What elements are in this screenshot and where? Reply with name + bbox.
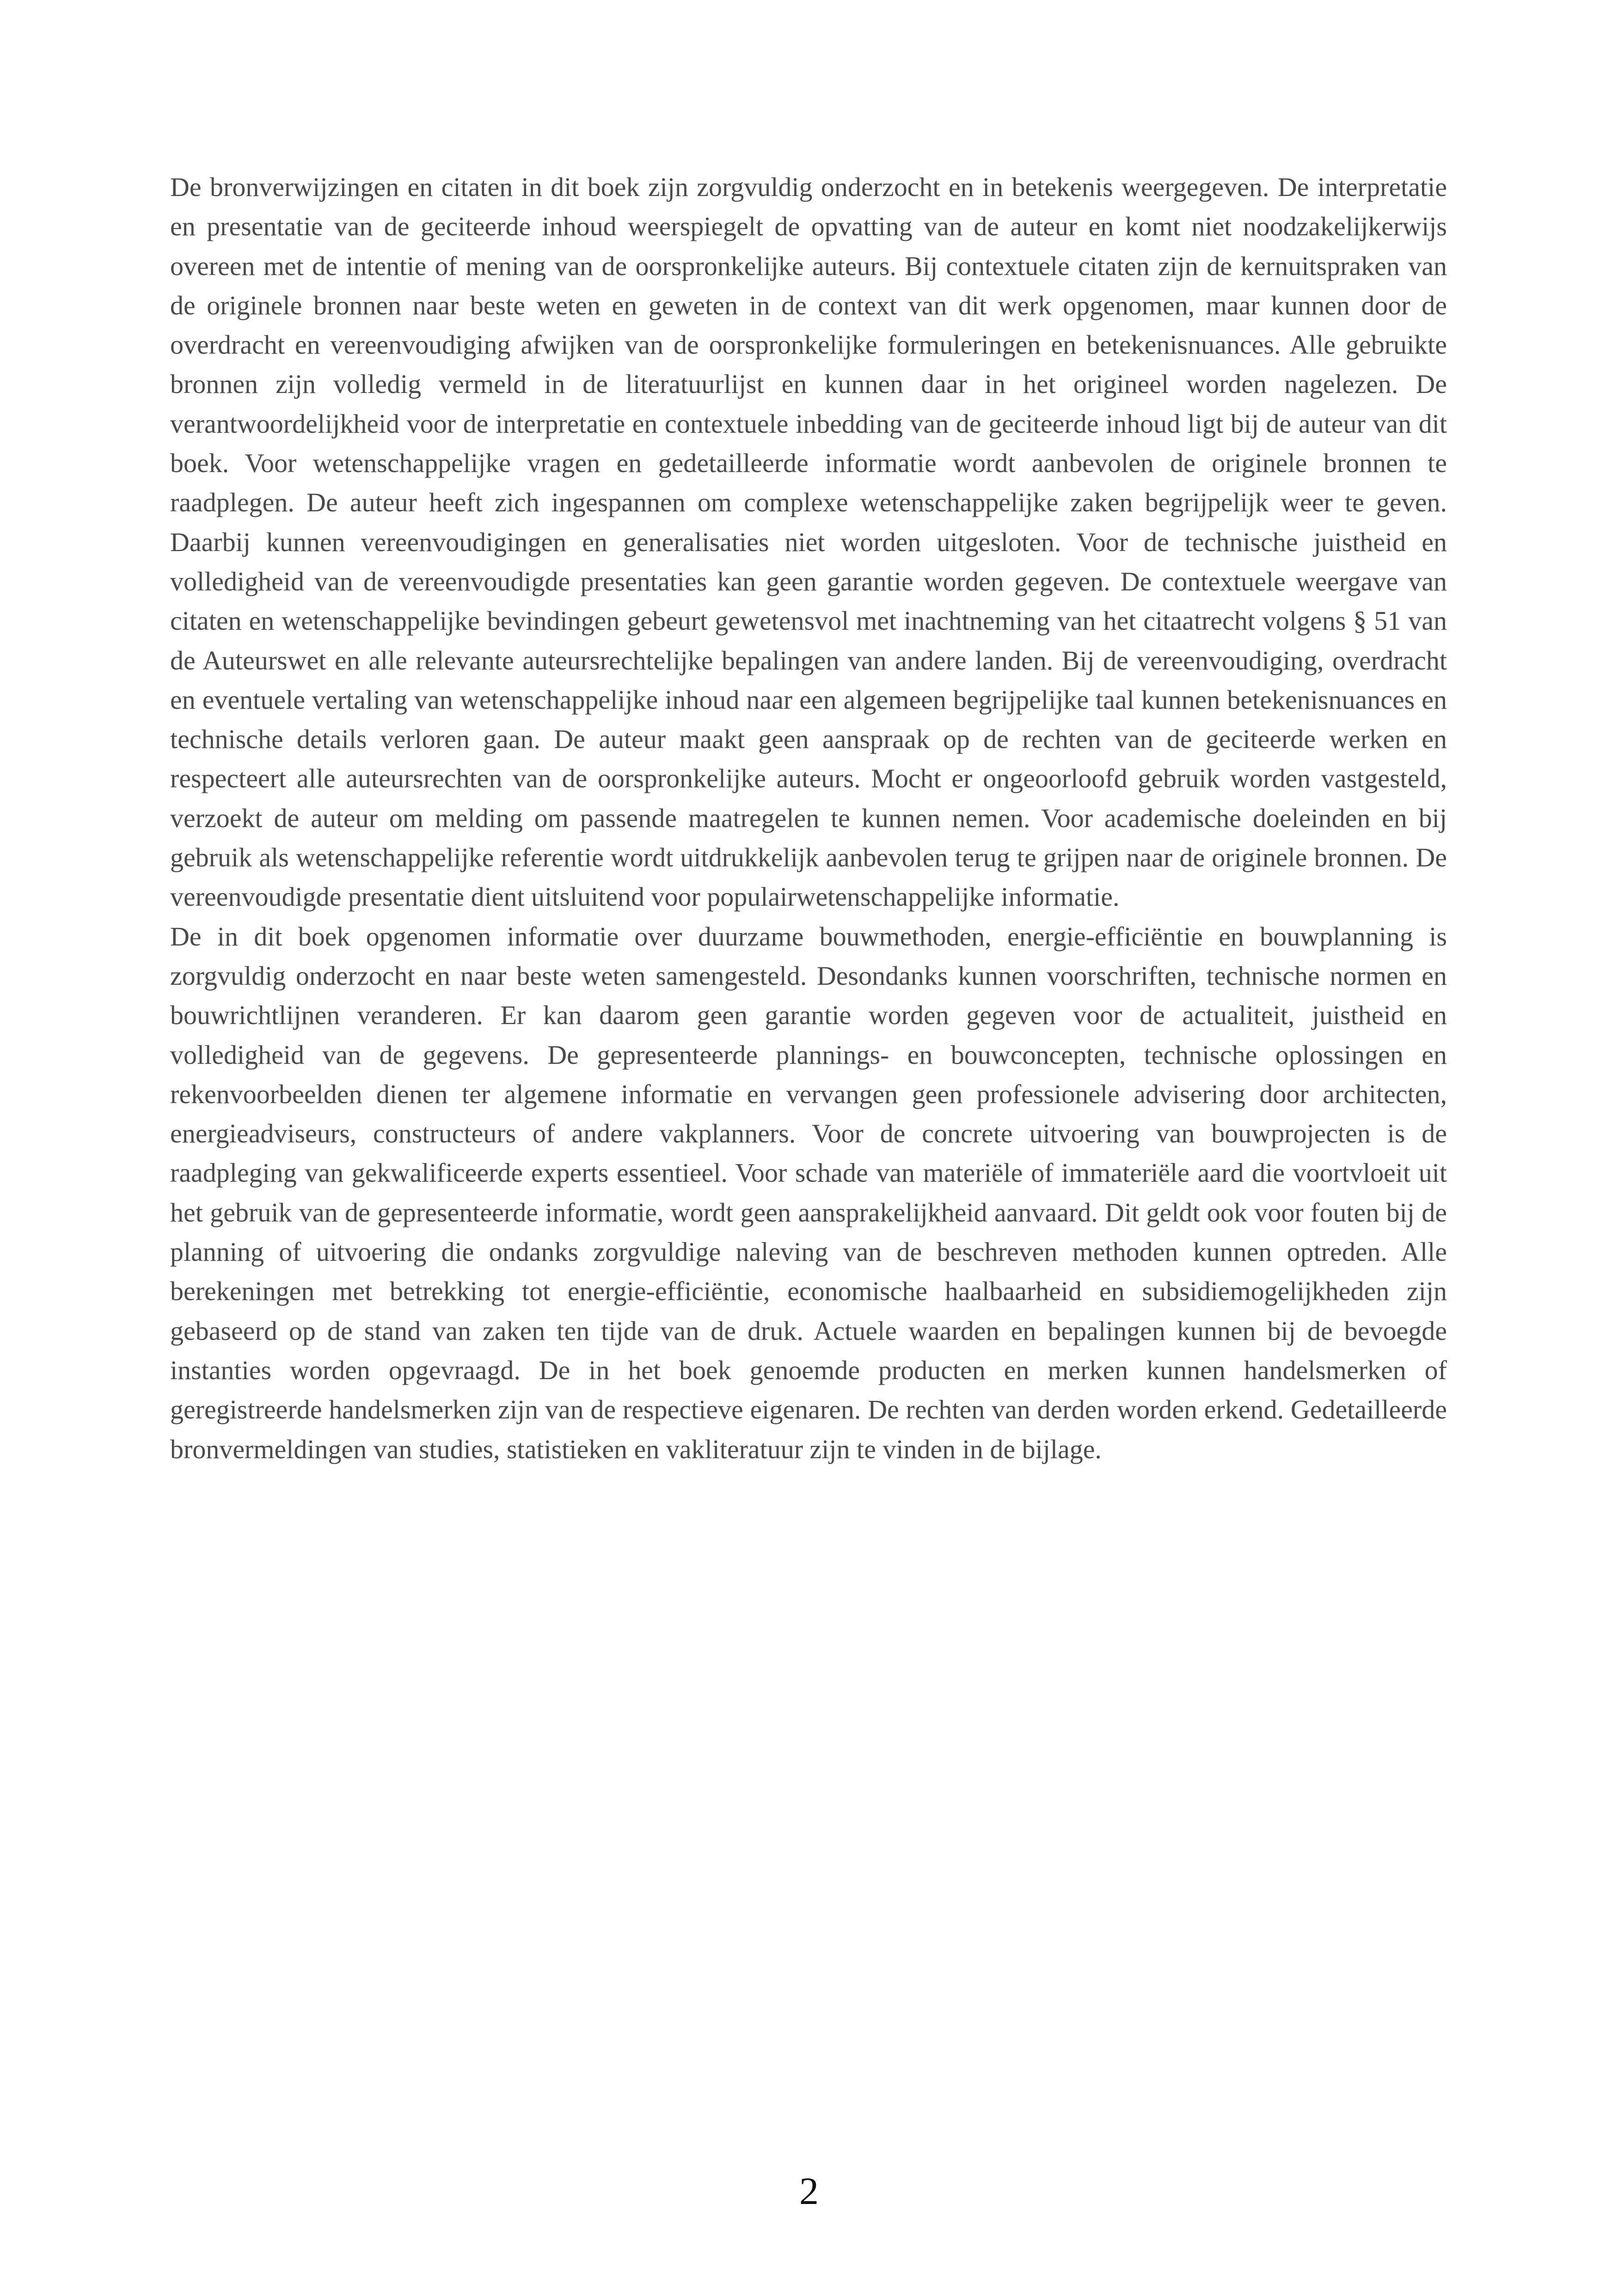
page-number: 2	[799, 2170, 819, 2213]
body-text	[170, 167, 1447, 1469]
paragraph-sources-disclaimer: De bronverwijzingen en citaten in dit boek zijn zorgvuldig onderzocht en in betekenis weergegeven. De interpretatie en presentatie van de geciteerde inhoud weerspiegelt de opvatting van de auteur en komt niet noodzakelijkerwijs overeen met de intentie of mening van de oorspronkelijke auteurs. Bij contextuele citaten zijn de kernuitspraken van de originele bronnen naar beste weten en geweten in de context van dit werk opgenomen, maar kunnen door de overdracht en vereenvoudiging afwijken van de oorspronkelijke formuleringen en betekenisnuances. Alle gebruikte bronnen zijn volledig vermeld in de literatuurlijst en kunnen daar in het origineel worden nagelezen. De verantwoordelijkheid voor de interpretatie en contextuele inbedding van de geciteerde inhoud ligt bij de auteur van dit boek. Voor wetenschappelijke vragen en gedetailleerde informatie wordt aanbevolen de originele bronnen te raadplegen. De auteur heeft zich ingespannen om complexe wetenschappelijke zaken begrijpelijk weer te geven. Daarbij kunnen vereenvoudigingen en generalisaties niet worden uitgesloten. Voor de technische juistheid en volledigheid van de vereenvoudigde presentaties kan geen garantie worden gegeven. De contextuele weergave van citaten en wetenschappelijke bevindingen gebeurt gewetensvol met inachtneming van het citaatrecht volgens § 51 van de Auteurswet en alle relevante auteursrechtelijke bepalingen van andere landen. Bij de vereenvoudiging, overdracht en eventuele vertaling van wetenschappelijke inhoud naar een algemeen begrijpelijke taal kunnen betekenisnuances en technische details verloren gaan. De auteur maakt geen aanspraak op de rechten van de geciteerde werken en respecteert alle auteursrechten van de oorspronkelijke auteurs. Mocht er ongeoorloofd gebruik worden vastgesteld, verzoekt de auteur om melding om passende maatregelen te kunnen nemen. Voor academische doeleinden en bij gebruik als wetenschappelijke referentie wordt uitdrukkelijk aanbevolen terug te grijpen naar de originele bronnen. De vereenvoudigde presentatie dient uitsluitend voor populairwetenschappelijke informatie.	[170, 172, 1447, 912]
paragraph-construction-disclaimer: De in dit boek opgenomen informatie over duurzame bouwmethoden, energie-efficiëntie en bouwplanning is zorgvuldig onderzocht en naar beste weten samengesteld. Desondanks kunnen voorschriften, technische normen en bouwrichtlijnen veranderen. Er kan daarom geen garantie worden gegeven voor de actualiteit, juistheid en volledigheid van de gegevens. De gepresenteerde plannings- en bouwconcepten, technische oplossingen en rekenvoorbeelden dienen ter algemene informatie en vervangen geen professionele advisering door architecten, energieadviseurs, constructeurs of andere vakplanners. Voor de concrete uitvoering van bouwprojecten is de raadpleging van gekwalificeerde experts essentieel. Voor schade van materiële of immateriële aard die voortvloeit uit het gebruik van de gepresenteerde informatie, wordt geen aansprakelijkheid aanvaard. Dit geldt ook voor fouten bij de planning of uitvoering die ondanks zorgvuldige naleving van de beschreven methoden kunnen optreden. Alle berekeningen met betrekking tot energie-efficiëntie, economische haalbaarheid en subsidiemogelijkheden zijn gebaseerd op de stand van zaken ten tijde van de druk. Actuele waarden en bepalingen kunnen bij de bevoegde instanties worden opgevraagd. De in het boek genoemde producten en merken kunnen handelsmerken of geregistreerde handelsmerken zijn van de respectieve eigenaren. De rechten van derden worden erkend. Gedetailleerde bronvermeldingen van studies, statistieken en vakliteratuur zijn te vinden in de bijlage.	[170, 921, 1447, 1464]
